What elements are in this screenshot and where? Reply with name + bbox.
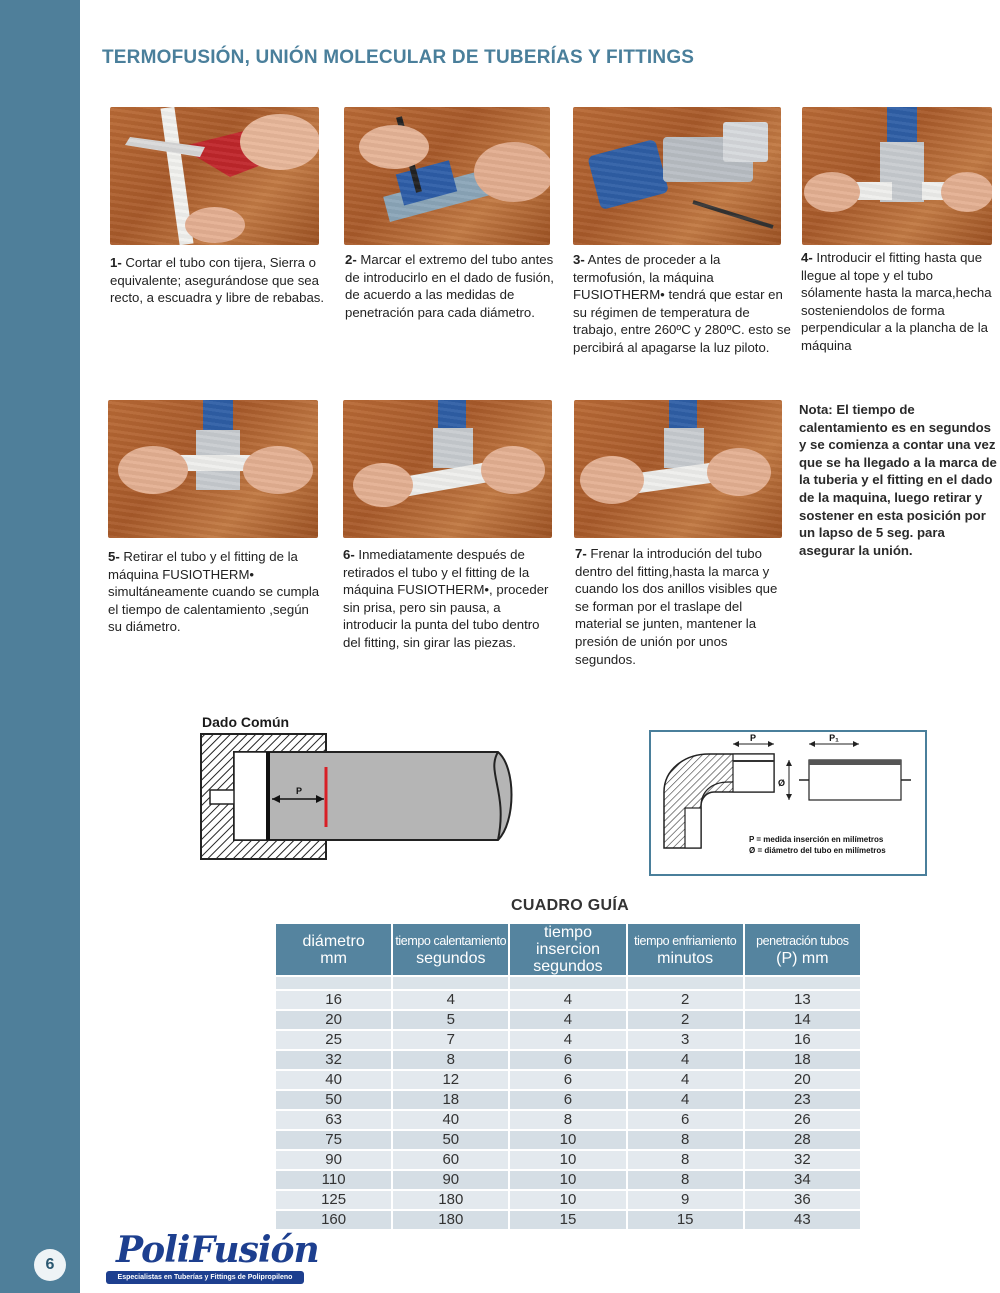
table-cell: 34 — [745, 1171, 860, 1189]
table-cell: 10 — [510, 1131, 625, 1149]
table-cell: 110 — [276, 1171, 391, 1189]
right-p-label: P — [749, 733, 757, 743]
table-cell: 36 — [745, 1191, 860, 1209]
table-row — [276, 1071, 860, 1089]
step-3-photo — [573, 107, 781, 245]
table-cell: 15 — [510, 1211, 625, 1229]
heating-time-note: Nota: El tiempo de calentamiento es en segundos y se comienza a contar una vez que se ha llegado a la marca de la tuberia y el fitting en el dado de la maquina, luego retirar y sostener en esta posición por un lapso de 5 seg. para asegurar la unión. — [799, 402, 997, 558]
table-cell: 10 — [510, 1171, 625, 1189]
table-cell: 32 — [745, 1151, 860, 1169]
table-row — [276, 1111, 860, 1129]
table-cell: 8 — [628, 1131, 743, 1149]
step-7-text: 7- Frenar la introdución del tubo dentro del fitting,hasta la marca y cuando los dos anillos visibles que se forman por el traslape del material se junten, mantener la presión de unión por unos segundos. — [575, 546, 778, 667]
table-cell: 180 — [393, 1211, 508, 1229]
table-cell: 8 — [628, 1171, 743, 1189]
table-row — [276, 1011, 860, 1029]
table-cell: 10 — [510, 1191, 625, 1209]
logo-wordmark: PoliFusión — [116, 1229, 319, 1271]
table-row — [276, 1171, 860, 1189]
page-title: TERMOFUSIÓN, UNIÓN MOLECULAR DE TUBERÍAS Y FITTINGS — [102, 47, 695, 68]
dado-p-label: P — [295, 786, 303, 796]
legend-diameter: Ø = diámetro del tubo en milímetros — [749, 846, 886, 855]
table-cell: 28 — [745, 1131, 860, 1149]
inserting-fitting-illustration — [802, 107, 992, 245]
table-cell: 90 — [276, 1151, 391, 1169]
table-header-row — [276, 924, 860, 975]
step-7-photo — [574, 400, 782, 538]
legend-p: P = medida inserción en milímetros — [749, 835, 884, 844]
step-5-text: 5- Retirar el tubo y el fitting de la máquina FUSIOTHERM• simultáneamente cuando se cumpla el tiempo de calentamiento ,según su diámetro. — [108, 549, 320, 635]
table-cell: 6 — [510, 1071, 625, 1089]
table-cell: 3 — [628, 1031, 743, 1049]
table-cell: 25 — [276, 1031, 391, 1049]
step-5-photo — [108, 400, 318, 538]
table-cell: 18 — [393, 1091, 508, 1109]
table-cell: 125 — [276, 1191, 391, 1209]
header-penetration: penetración tubos (P) mm — [745, 924, 860, 975]
table-cell: 2 — [628, 1011, 743, 1029]
table-row — [276, 991, 860, 1009]
removing-pipe-illustration — [108, 400, 318, 538]
table-cell: 4 — [393, 991, 508, 1009]
table-cell: 4 — [628, 1051, 743, 1069]
step-4-photo — [802, 107, 992, 245]
diameter-symbol: Ø — [777, 778, 785, 788]
table-cell: 10 — [510, 1151, 625, 1169]
table-cell: 40 — [276, 1071, 391, 1089]
table-cell: 75 — [276, 1131, 391, 1149]
right-p1-label: P₁ — [829, 733, 839, 743]
fusion-machine-illustration — [573, 107, 781, 245]
table-cell: 63 — [276, 1111, 391, 1129]
table-cell: 32 — [276, 1051, 391, 1069]
step-3-text: 3- Antes de proceder a la termofusión, la máquina FUSIOTHERM• tendrá que estar en su régimen de temperatura de trabajo, entre 260ºC y 280ºC. esto se percibirá al apagarse la luz piloto. — [573, 252, 791, 355]
table-cell: 15 — [628, 1211, 743, 1229]
table-cell: 4 — [510, 1011, 625, 1029]
step-6-photo — [343, 400, 552, 538]
holding-joint-illustration — [574, 400, 782, 538]
dado-comun-title: Dado Común — [202, 714, 290, 730]
table-cell: 6 — [510, 1051, 625, 1069]
table-cell: 20 — [276, 1011, 391, 1029]
table-cell: 7 — [393, 1031, 508, 1049]
table-spacer-row — [276, 977, 860, 989]
step-1-photo — [110, 107, 319, 245]
table-row — [276, 1131, 860, 1149]
table-row — [276, 1151, 860, 1169]
step-1-text: 1- Cortar el tubo con tijera, Sierra o equivalente; asegurándose que sea recto, a escuadra y libre de rebabas. — [110, 255, 325, 306]
table-cell: 6 — [510, 1091, 625, 1109]
table-title: CUADRO GUÍA — [511, 897, 629, 914]
table-cell: 8 — [393, 1051, 508, 1069]
table-cell: 20 — [745, 1071, 860, 1089]
sidebar-band — [0, 0, 80, 1293]
table-row — [276, 1211, 860, 1229]
logo-tagline: Especialistas en Tuberías y Fittings de Polipropileno — [106, 1271, 304, 1284]
table-row — [276, 1091, 860, 1109]
polifusion-logo — [106, 1229, 319, 1285]
table-cell: 8 — [628, 1151, 743, 1169]
table-cell: 160 — [276, 1211, 391, 1229]
step-6-text: 6- Inmediatamente después de retirados el tubo y el fitting de la máquina FUSIOTHERM•, proceder sin prisa, pero sin pausa, a introducir la punta del tubo dentro del fitting, sin girar las piezas. — [343, 547, 549, 650]
guide-table — [274, 922, 862, 1231]
marking-pipe-illustration — [344, 107, 550, 245]
table-cell: 16 — [745, 1031, 860, 1049]
table-row — [276, 1191, 860, 1209]
insertion-measure-diagram — [649, 730, 927, 876]
table-cell: 18 — [745, 1051, 860, 1069]
table-row — [276, 1031, 860, 1049]
header-cooling-time: tiempo enfriamiento minutos — [628, 924, 743, 975]
table-cell: 4 — [510, 991, 625, 1009]
table-cell: 2 — [628, 991, 743, 1009]
table-cell: 50 — [393, 1131, 508, 1149]
table-cell: 4 — [628, 1071, 743, 1089]
table-cell: 90 — [393, 1171, 508, 1189]
table-row — [276, 1051, 860, 1069]
cutting-pipe-illustration — [110, 107, 319, 245]
table-cell: 16 — [276, 991, 391, 1009]
table-cell: 5 — [393, 1011, 508, 1029]
header-insertion-time: tiempo insercion segundos — [510, 924, 625, 975]
table-cell: 40 — [393, 1111, 508, 1129]
table-cell: 180 — [393, 1191, 508, 1209]
step-2-photo — [344, 107, 550, 245]
table-cell: 12 — [393, 1071, 508, 1089]
page-number: 6 — [34, 1249, 66, 1281]
table-cell: 60 — [393, 1151, 508, 1169]
table-cell: 26 — [745, 1111, 860, 1129]
table-cell: 8 — [510, 1111, 625, 1129]
header-diameter: diámetro mm — [276, 924, 391, 975]
table-cell: 4 — [628, 1091, 743, 1109]
table-cell: 23 — [745, 1091, 860, 1109]
table-cell: 43 — [745, 1211, 860, 1229]
step-4-text: 4- Introducir el fitting hasta que llegue al tope y el tubo sólamente hasta la marca,hecha sosteniendolos de forma perpendicular a la plancha de la máquina — [801, 250, 992, 353]
header-heating-time: tiempo calentamiento segundos — [393, 924, 508, 975]
table-cell: 13 — [745, 991, 860, 1009]
joining-pipe-illustration — [343, 400, 552, 538]
step-2-text: 2- Marcar el extremo del tubo antes de introducirlo en el dado de fusión, de acuerdo a las medidas de penetración para cada diámetro. — [345, 252, 554, 320]
table-cell: 4 — [510, 1031, 625, 1049]
dado-comun-diagram — [198, 732, 528, 862]
table-cell: 6 — [628, 1111, 743, 1129]
table-cell: 50 — [276, 1091, 391, 1109]
table-cell: 9 — [628, 1191, 743, 1209]
table-cell: 14 — [745, 1011, 860, 1029]
